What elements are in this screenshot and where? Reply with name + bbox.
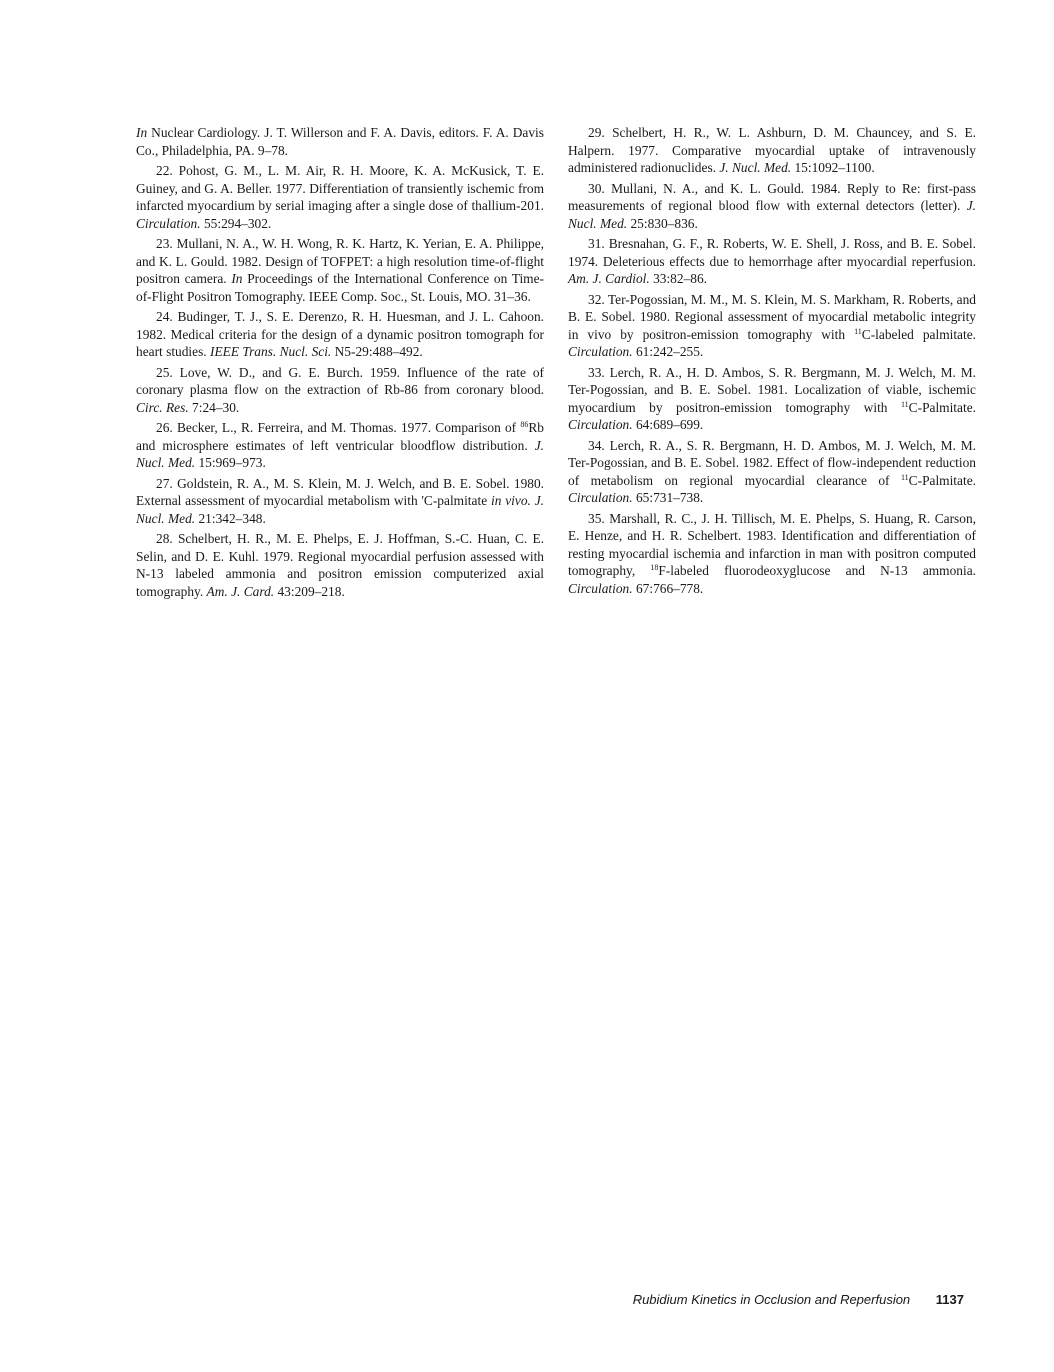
reference-text: Proceedings of the International Conference on Time-of-Flight Positron Tomography. IEEE Comp. Soc., St. Louis, MO. 31–36. <box>136 271 544 304</box>
reference-text: 64:689–699. <box>632 417 704 432</box>
isotope-superscript: 86 <box>520 420 529 429</box>
isotope-superscript: 11 <box>900 399 909 409</box>
reference-entry <box>136 235 544 305</box>
reference-entry <box>568 364 976 434</box>
reference-text: 67:766–778. <box>632 580 704 596</box>
reference-text: 21:342–348. <box>195 510 266 526</box>
reference-italic-text: In <box>231 271 243 286</box>
reference-text: 33. Lerch, R. A., H. D. Ambos, S. R. Bergmann, M. J. Welch, M. M. Ter-Pogossian, and B. E. Sobel. 1981. Localization of viable, ischemic myocardium by positron-emission tomography with <box>568 364 976 415</box>
reference-entry <box>568 437 976 507</box>
reference-text: N5-29:488–492. <box>331 344 423 359</box>
reference-italic-text: in vivo. J. Nucl. Med. <box>136 493 544 526</box>
reference-text: 15:969–973. <box>195 455 266 470</box>
reference-italic-text: J. Nucl. Med. <box>719 160 792 175</box>
reference-entry <box>568 291 976 361</box>
reference-entry <box>136 419 544 472</box>
reference-list-right <box>568 124 976 600</box>
reference-italic-text: Circulation. <box>568 344 633 359</box>
reference-text: 30. Mullani, N. A., and K. L. Gould. 1984. Reply to Re: first-pass measurements of regional blood flow with external detectors (letter). <box>568 180 976 213</box>
reference-text: 29. Schelbert, H. R., W. L. Ashburn, D. M. Chauncey, and S. E. Halpern. 1977. Comparative myocardial uptake of intravenously administered radionuclides. <box>568 125 976 175</box>
reference-text: 28. Schelbert, H. R., M. E. Phelps, E. J. Hoffman, S.-C. Huan, C. E. Selin, and D. E. Kuhl. 1979. Regional myocardial perfusion assessed with N-13 labeled ammonia and positron emission computerized axial tomography. <box>136 531 544 599</box>
reference-text: 24. Budinger, T. J., S. E. Derenzo, R. H. Huesman, and J. L. Cahoon. 1982. Medical criteria for the design of a dynamic positron tomograph for heart studies. <box>136 309 544 359</box>
running-title: Rubidium Kinetics in Occlusion and Reperfusion <box>632 1292 911 1307</box>
reference-text: Rb and microsphere estimates of left ventricular bloodflow distribution. <box>136 420 544 453</box>
reference-text: 55:294–302. <box>200 215 272 231</box>
reference-italic-text: In <box>136 125 148 140</box>
isotope-superscript: 11 <box>854 326 862 336</box>
reference-entry <box>136 364 544 417</box>
reference-list-left <box>136 124 544 603</box>
reference-text: 32. Ter-Pogossian, M. M., M. S. Klein, M. S. Markham, R. Roberts, and B. E. Sobel. 1980. Regional assessment of myocardial metabolic integrity in vivo by positron-emission tomography with <box>568 291 976 342</box>
reference-text: 27. Goldstein, R. A., M. S. Klein, M. J. Welch, and B. E. Sobel. 1980. External assessment of myocardial metabolism with 'C-palmitate <box>136 475 544 508</box>
reference-italic-text: Circ. Res. <box>136 399 189 415</box>
reference-text: 23. Mullani, N. A., W. H. Wong, R. K. Hartz, K. Yerian, E. A. Philippe, and K. L. Gould. 1982. Design of TOFPET: a high resolution time-of-flight positron camera. <box>136 236 544 286</box>
page-number: 1137 <box>935 1292 964 1307</box>
reference-text: 33:82–86. <box>649 271 708 286</box>
reference-text: 25. Love, W. D., and G. E. Burch. 1959. Influence of the rate of coronary plasma flow on the extraction of Rb-86 from coronary blood. <box>136 364 544 397</box>
reference-entry <box>568 180 976 233</box>
reference-italic-text: Am. J. Cardiol. <box>568 271 650 286</box>
reference-text: 25:830–836. <box>627 215 698 231</box>
reference-entry <box>568 510 976 598</box>
reference-italic-text: Circulation. <box>568 580 633 596</box>
reference-entry <box>136 162 544 232</box>
page-footer <box>560 1292 964 1307</box>
reference-entry <box>568 124 976 177</box>
reference-entry <box>136 475 544 528</box>
reference-text: 35. Marshall, R. C., J. H. Tillisch, M. E. Phelps, S. Huang, R. Carson, E. Henze, and H. R. Schelbert. 1983. Identification and differentiation of resting myocardial ischemia and infarction in man with positron computed tomography, <box>568 510 976 578</box>
reference-text: C-Palmitate. <box>908 472 976 488</box>
reference-text: 7:24–30. <box>188 399 240 415</box>
reference-text: Nuclear Cardiology. J. T. Willerson and F. A. Davis, editors. F. A. Davis Co., Philadelphia, PA. 9–78. <box>136 125 544 158</box>
reference-text: 43:209–218. <box>274 583 345 599</box>
isotope-superscript: 18 <box>650 563 659 572</box>
reference-italic-text: IEEE Trans. Nucl. Sci. <box>210 344 332 359</box>
reference-italic-text: J. Nucl. Med. <box>568 198 976 231</box>
reference-entry <box>568 235 976 288</box>
reference-text: F-labeled fluorodeoxyglucose and N-13 ammonia. <box>658 563 976 578</box>
reference-entry <box>136 308 544 361</box>
reference-text: 31. Bresnahan, G. F., R. Roberts, W. E. Shell, J. Ross, and B. E. Sobel. 1974. Deleterious effects due to hemorrhage after myocardial reperfusion. <box>568 236 976 269</box>
reference-italic-text: Circulation. <box>136 215 201 231</box>
isotope-superscript: 11 <box>900 472 909 482</box>
reference-text: 65:731–738. <box>632 490 704 505</box>
reference-text: C-labeled palmitate. <box>861 326 976 342</box>
reference-text: 34. Lerch, R. A., S. R. Bergmann, H. D. Ambos, M. J. Welch, M. M. Ter-Pogossian, and B. E. Sobel. 1982. Effect of flow-independent reduction of metabolism on regional myocardial clearance of <box>568 437 976 488</box>
reference-text: C-Palmitate. <box>908 399 976 415</box>
reference-italic-text: Am. J. Card. <box>206 583 275 599</box>
reference-italic-text: Circulation. <box>568 490 633 505</box>
reference-text: 26. Becker, L., R. Ferreira, and M. Thomas. 1977. Comparison of <box>156 420 521 435</box>
reference-text: 15:1092–1100. <box>791 160 875 175</box>
reference-italic-text: Circulation. <box>568 417 633 432</box>
reference-entry <box>136 530 544 600</box>
reference-entry <box>136 124 544 159</box>
reference-italic-text: J. Nucl. Med. <box>136 437 544 470</box>
reference-text: 22. Pohost, G. M., L. M. Air, R. H. Moore, K. A. McKusick, T. E. Guiney, and G. A. Beller. 1977. Differentiation of transiently ischemic from infarcted myocardium by serial imaging after a single dose of thallium-201. <box>136 163 544 213</box>
reference-text: 61:242–255. <box>632 344 704 359</box>
